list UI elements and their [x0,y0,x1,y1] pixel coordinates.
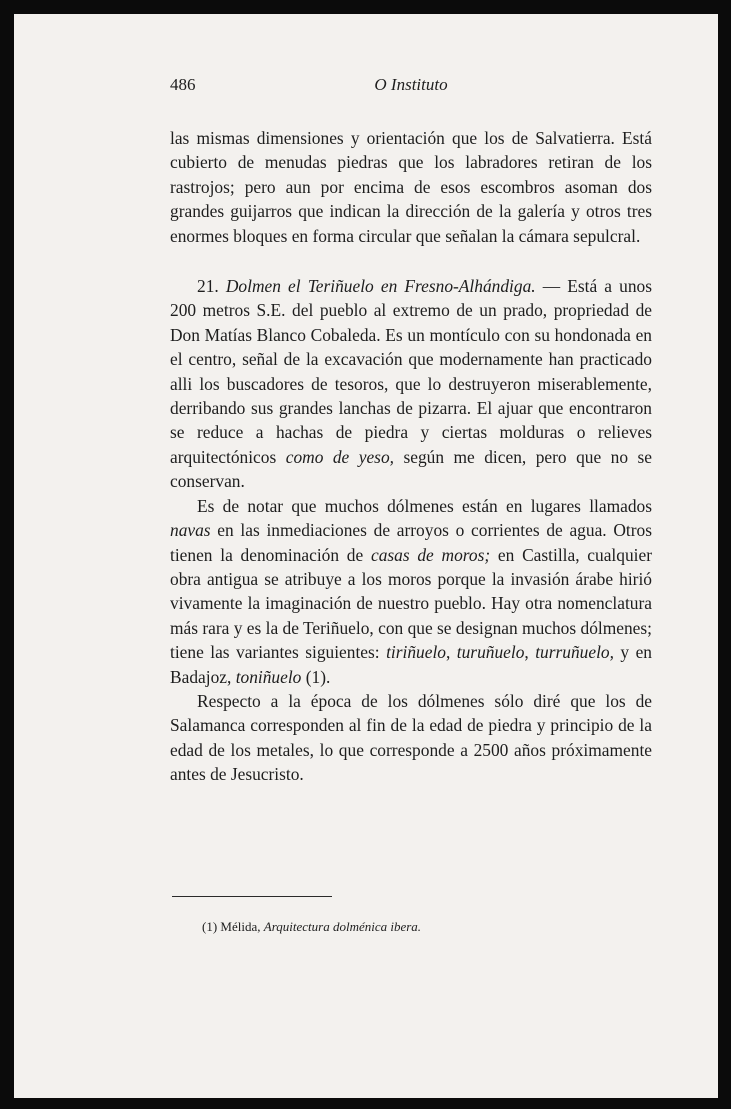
italic-term: turuñuelo [456,642,525,663]
paragraph-continuation: las mismas dimensiones y orientación que los de Salvatierra. Está cubierto de menudas piedras que los labradores retiran de los rastrojos; pero aun por encima de esos escombros asoman dos grandes guijarros que indican la dirección de la galería y otros tres enormes bloques en forma circular que señalan la cámara sepulcral. [170,128,652,246]
italic-term: navas [170,520,211,541]
italic-term: turruñuelo, [535,642,614,663]
paragraph-text: y en Badajoz, [170,642,652,687]
italic-term: tiriñuelo [386,642,446,663]
book-page [14,14,718,1098]
paragraph-chronology: Respecto a la época de los dólmenes sólo diré que los de Salamanca corresponden al fin de la edad de piedra y principio de la edad de los metales, lo que corresponde a 2500 años próximamente antes de Jesucristo. [170,690,652,785]
paragraph-text: en las inmediaciones de arroyos o corrientes de agua. Otros tienen la denominación de [170,520,652,565]
footnote-reference: (1). [301,666,331,687]
footnote-author: Mélida, [217,919,264,934]
footnote-work-title: Arquitectura dolménica ibera. [263,919,422,934]
paragraph-nomenclature [170,494,652,689]
footnote-divider [172,896,332,897]
section-title: Dolmen el Teriñuelo en Fresno-Alhándiga. [225,276,536,297]
em-dash: — [535,276,568,297]
footnote-marker: (1) [202,919,218,934]
italic-term: casas de moros; [370,544,491,565]
paragraph-text: en Castilla, cualquier obra antigua se atribuye a los moros porque la invasión árabe hirió vivamente la imaginación de nuestro pueblo. Hay otra nomenclatura más rara y es la de Teriñuelo, con que se designan muchos dólmenes; tiene las variantes siguientes: [170,544,652,663]
paragraph-dolmen-teriñuelo [170,274,652,494]
paragraph-text: Es de notar que muchos dólmenes están en lugares llamados [197,495,652,516]
italic-term: toniñuelo [235,666,302,687]
page-header [170,75,652,99]
footnote [202,918,652,936]
paragraph-text: Está a unos 200 metros S.E. del pueblo al extremo de un prado, propriedad de Don Matías Blanco Cobaleda. Es un montículo con su hondonada en el centro, señal de la excavación que modernamente han practicado alli los buscadores de tesoros, que lo destruyeron miserablemente, derribando sus grandes lanchas de pizarra. El ajuar que encontraron se reduce a hachas de piedra y ciertas molduras o relieves arquitectónicos [170,276,652,467]
paragraph-text: , [524,642,536,663]
page-number: 486 [170,75,196,94]
section-number: 21. [197,276,219,297]
paragraph-text: según me dicen, pero que no se conservan. [170,446,652,492]
body-text [170,126,652,787]
italic-phrase: como de yeso, [285,446,394,467]
section-gap [170,248,652,274]
paragraph-text: , [445,642,457,663]
running-title: O Instituto [374,75,448,94]
